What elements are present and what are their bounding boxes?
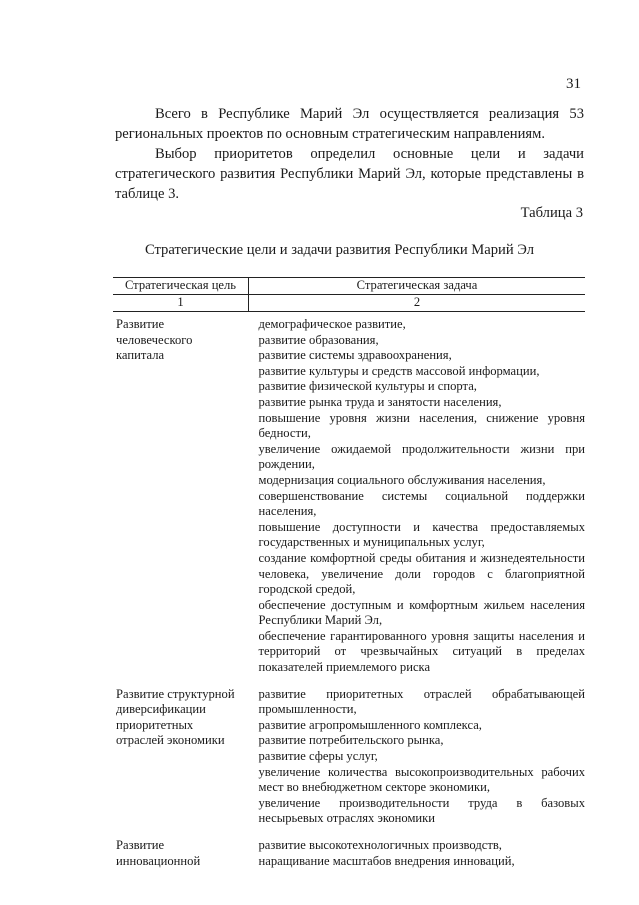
goal-line: Развитие [116,317,165,331]
task-item: развитие культуры и средств массовой информации, [258,363,540,378]
column-number-row [113,295,585,312]
goal-line: приоритетных [116,717,194,732]
page-number: 31 [566,76,581,92]
column-number-1: 1 [113,295,249,312]
task-item: развитие высокотехнологичных производств, [258,838,502,852]
goal-cell [113,312,249,682]
intro-paragraph-2: Выбор приоритетов определил основные цели и задачи стратегического развития Республики Марий Эл, которые представлены в таблице 3. [115,146,584,202]
task-item: увеличение производительности труда в базовых несырьевых отраслях экономики [258,795,585,826]
column-number-2: 2 [249,295,586,312]
task-item: развитие сферы услуг, [258,749,378,764]
header-goal: Стратегическая цель [113,278,249,295]
tasks-cell [249,682,586,833]
table-row [113,682,585,833]
intro-paragraph-1: Всего в Республике Марий Эл осуществляется реализация 53 региональных проектов по основным стратегическим направлениям. [115,106,584,142]
tasks-cell [249,833,586,875]
goal-cell [113,682,249,833]
table-label: Таблица 3 [520,205,583,221]
task-item: увеличение количества высокопроизводительных рабочих мест во внебюджетном секторе экономики, [258,764,585,795]
task-item: повышение уровня жизни населения, снижение уровня бедности, [258,410,585,441]
goal-line: капитала [116,348,165,363]
goal-line: диверсификации [116,702,206,717]
table-row [113,312,585,682]
task-item: модернизация социального обслуживания населения, [258,472,546,487]
table-title: Стратегические цели и задачи развития Республики Марий Эл [144,242,535,258]
goal-cell [113,833,249,875]
task-item: развитие агропромышленного комплекса, [258,717,482,732]
goal-line: Развитие структурной [116,686,235,701]
task-item: обеспечение гарантированного уровня защиты населения и территорий от чрезвычайных ситуаций в пределах показателей приемлемого риска [258,628,585,675]
task-item: развитие физической культуры и спорта, [258,379,477,394]
tasks-cell [249,312,586,682]
task-item: развитие образования, [258,332,379,347]
goals-table [113,277,585,875]
task-item: развитие приоритетных отраслей обрабатывающей промышленности, [258,686,585,717]
goal-line: отраслей экономики [116,733,225,748]
header-task: Стратегическая задача [249,278,586,295]
table-header-row [113,278,585,295]
table-row [113,833,585,875]
goal-line: Развитие [116,838,165,852]
task-item: обеспечение доступным и комфортным жильем населения Республики Марий Эл, [258,597,585,628]
task-item: совершенствование системы социальной поддержки населения, [258,488,585,519]
task-item: повышение доступности и качества предоставляемых государственных и муниципальных услуг, [258,519,585,550]
intro-text [115,104,584,204]
task-item: развитие системы здравоохранения, [258,348,452,363]
task-item: развитие рынка труда и занятости населения, [258,394,502,409]
task-item: наращивание масштабов внедрения инноваций, [258,853,515,868]
task-item: демографическое развитие, [258,317,406,331]
goal-line: инновационной [116,853,201,868]
task-item: увеличение ожидаемой продолжительности жизни при рождении, [258,441,585,472]
goal-line: человеческого [116,332,193,347]
task-item: развитие потребительского рынка, [258,733,444,748]
task-item: создание комфортной среды обитания и жизнедеятельности человека, увеличение доли городов с благоприятной городской средой, [258,550,585,597]
